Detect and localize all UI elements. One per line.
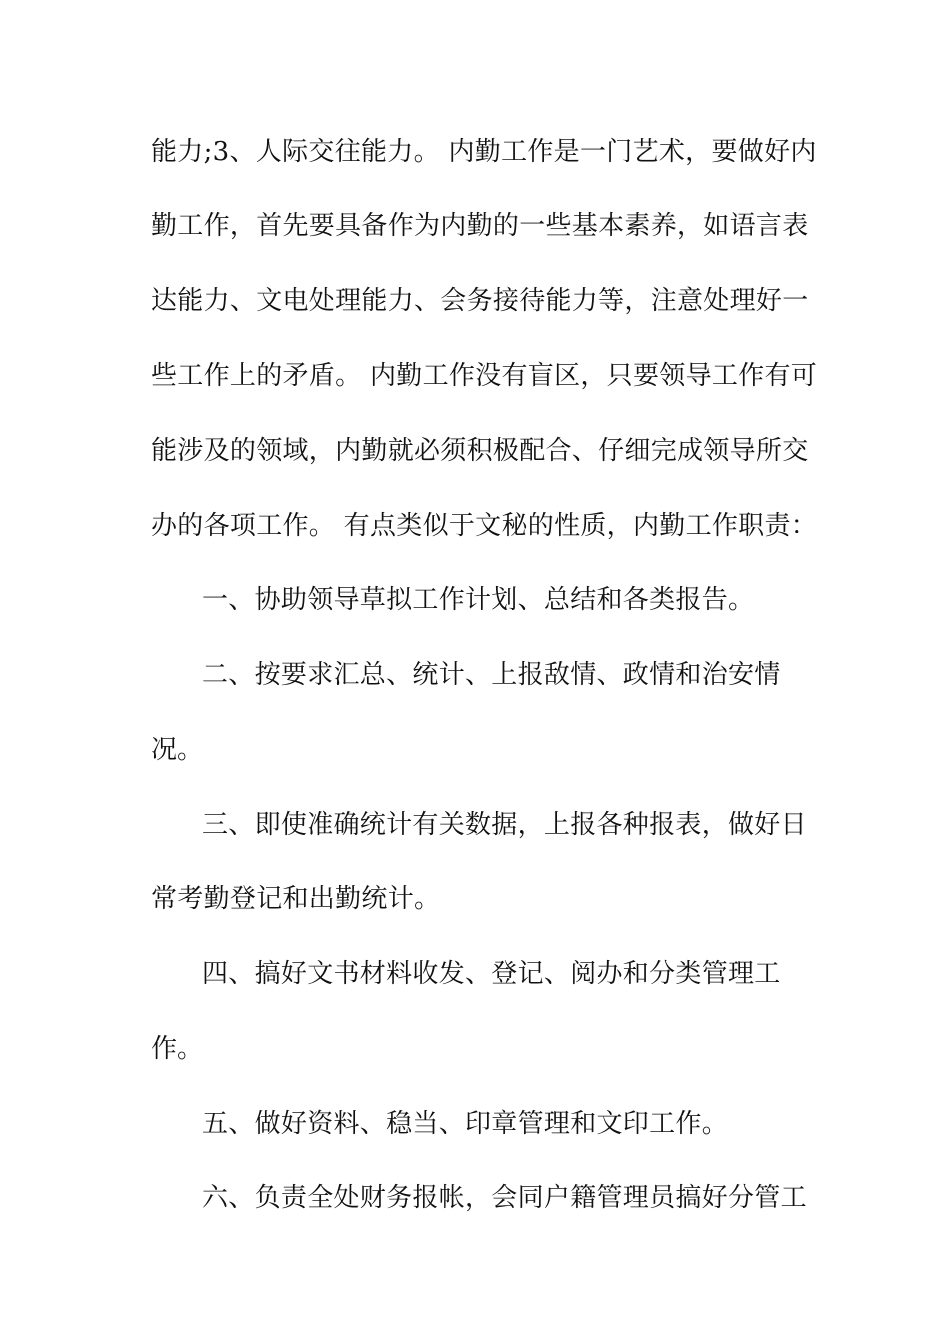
text-line: 况。 — [151, 735, 204, 765]
text-line: 些工作上的矛盾。 内勤工作没有盲区，只要领导工作有可 — [151, 361, 818, 391]
text-line: 办的各项工作。 有点类似于文秘的性质，内勤工作职责： — [151, 511, 818, 541]
duty-item-6: 六、负责全处财务报帐，会同户籍管理员搞好分管工 — [202, 1183, 807, 1213]
duty-item-2: 二、按要求汇总、统计、上报敌情、政情和治安情 — [202, 660, 781, 690]
duty-item-3: 三、即使准确统计有关数据，上报各种报表，做好日 — [202, 810, 807, 840]
text-line: 能涉及的领域，内勤就必须积极配合、仔细完成领导所交 — [151, 436, 809, 466]
duty-item-4: 四、搞好文书材料收发、登记、阅办和分类管理工 — [202, 959, 781, 989]
text-line: 能力;3、人际交往能力。 内勤工作是一门艺术，要做好内 — [151, 137, 817, 167]
text-line: 达能力、文电处理能力、会务接待能力等，注意处理好一 — [151, 286, 809, 316]
duty-item-5: 五、做好资料、稳当、印章管理和文印工作。 — [202, 1109, 729, 1139]
duty-item-1: 一、协助领导草拟工作计划、总结和各类报告。 — [202, 585, 755, 615]
text-line: 作。 — [151, 1034, 204, 1064]
text-line: 常考勤登记和出勤统计。 — [151, 884, 441, 914]
text-line: 勤工作，首先要具备作为内勤的一些基本素养，如语言表 — [151, 211, 809, 241]
